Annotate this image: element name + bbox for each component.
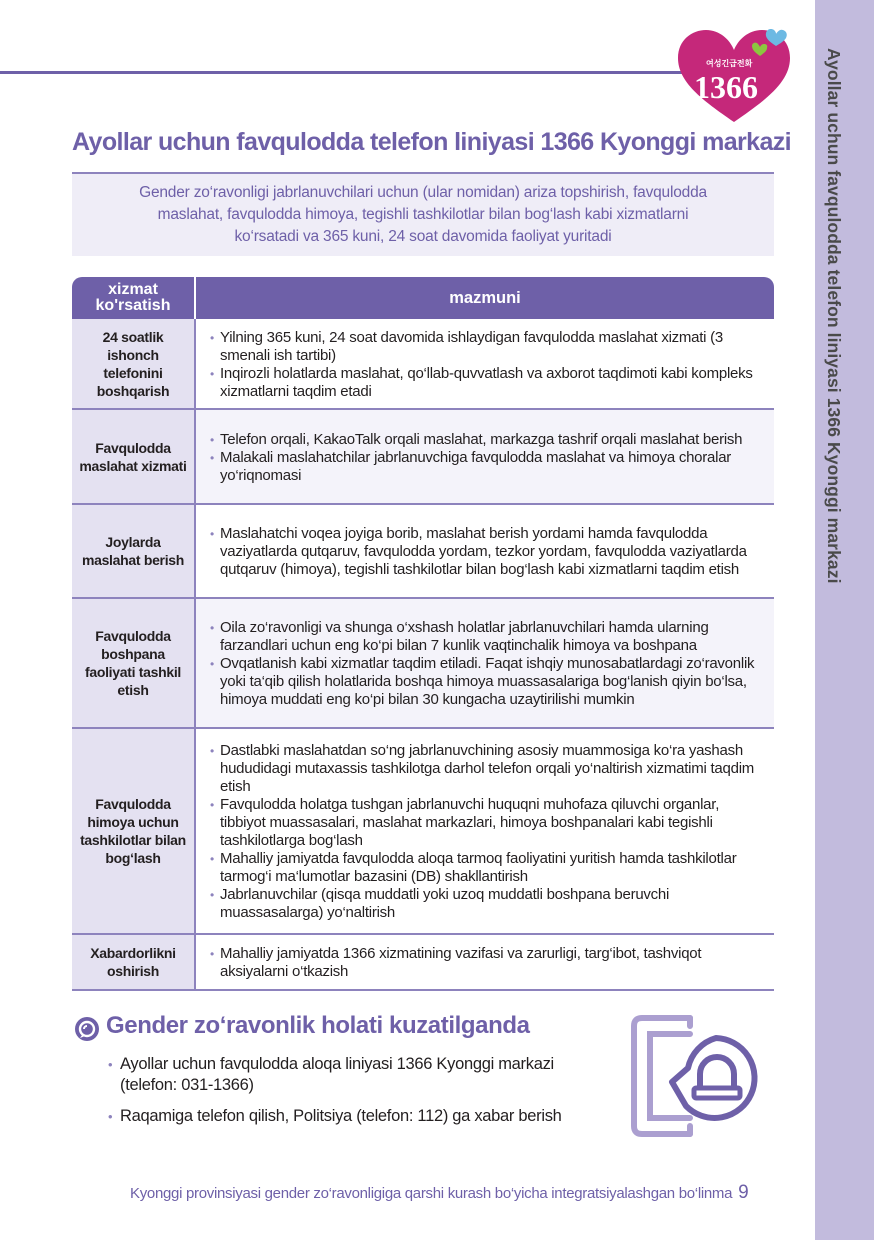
page-title: Ayollar uchun favqulodda telefon liniyasi 1366 Kyonggi markazi [72,128,792,156]
service-name: Favqulodda himoya uchun tashkilotlar bilan bog‘lash [72,728,195,934]
content-bullet: • Maslahatchi voqea joyiga borib, maslahat berish yordami hamda favqulodda vaziyatlarda qutqaruv, favqulodda yordam, tezkor yordam, favqulodda vaziyatlarda qutqaruv (himoya), tegishli tashkilotlar bilan bog‘lash kabi xizmatlarni taqdim etish [210,525,764,579]
services-table [72,277,774,991]
header-service [72,277,195,319]
phone-siren-icon [628,1010,772,1140]
top-rule [0,71,690,74]
logo-number: 1366 [694,69,758,105]
service-content [195,409,774,504]
content-bullet: • Favqulodda holatga tushgan jabrlanuvchi huquqni muhofaza qiluvchi organlar, tibbiyot muassasalari, maslahat markazlari, himoya boshpanalari kabi tegishli tashkilotlarga bog‘lash [210,796,764,850]
content-bullet: • Yilning 365 kuni, 24 soat davomida ishlaydigan favqulodda maslahat xizmati (3 smenali ish tartibi) [210,329,764,365]
table-row [72,409,774,504]
content-bullet: • Malakali maslahatchilar jabrlanuvchiga favqulodda maslahat va himoya choralar yo‘riqnomasi [210,449,764,485]
header-content: mazmuni [195,277,774,319]
header-service-line: ko'rsatish [95,297,171,314]
table-row [72,728,774,934]
content-bullet: • Inqirozli holatlarda maslahat, qo‘llab-quvvatlash va axborot taqdimoti kabi kompleks xizmatlarni taqdim etadi [210,365,764,401]
section-list [108,1054,578,1137]
content-bullet: • Ovqatlanish kabi xizmatlar taqdim etiladi. Faqat ishqiy munosabatlardagi zo‘ravonlik yoki ta‘qib qilish holatlarida boshqa himoya muassasalariga bog‘lanish qiyin bo‘lsa, himoya muddati eng ko‘pi bilan 30 kungacha uzaytirilishi mumkin [210,655,764,709]
page-number: 9 [738,1182,749,1203]
table-row [72,319,774,409]
service-content [195,319,774,409]
content-bullet: • Mahalliy jamiyatda 1366 xizmatining vazifasi va zarurligi, targ‘ibot, tashviqot aksiyalarni o‘tkazish [210,945,764,981]
section-list-item: • Raqamiga telefon qilish, Politsiya (telefon: 112) ga xabar berish [108,1106,578,1127]
service-content [195,598,774,728]
table-row [72,934,774,990]
content-bullet: • Mahalliy jamiyatda favqulodda aloqa tarmoq faoliyatini yuritish hamda tashkilotlar tarmog‘i ma‘lumotlar bazasini (DB) shakllantirish [210,850,764,886]
section-title: Gender zo‘ravonlik holati kuzatilganda [106,1012,530,1039]
table-header-row [72,277,774,319]
content-bullet: • Oila zo‘ravonligi va shunga o‘xshash holatlar jabrlanuvchilari hamda ularning farzandlari uchun eng ko‘pi bilan 7 kunlik vaqtinchalik himoya va boshpana [210,619,764,655]
service-name: 24 soatlik ishonch telefonini boshqarish [72,319,195,409]
content-bullet: • Dastlabki maslahatdan so‘ng jabrlanuvchining asosiy muammosiga ko‘ra yashash hududidagi mutaxassis tashkilotga darhol telefon orqali yo‘naltirish xizmatimi taqdim etish [210,742,764,796]
intro-line: Gender zo‘ravonligi jabrlanuvchilari uchun (ular nomidan) ariza topshirish, favqulodda [139,184,707,201]
footer-text: Kyonggi provinsiyasi gender zo‘ravonligiga qarshi kurash bo‘yicha integratsiyalashgan bo‘linma [130,1185,733,1202]
hotline-1366-logo [672,22,796,126]
content-bullet: • Jabrlanuvchilar (qisqa muddatli yoki uzoq muddatli boshpana beruvchi muassasalarga) yo‘naltirish [210,886,764,922]
service-name: Favqulodda boshpana faoliyati tashkil etish [72,598,195,728]
service-content [195,934,774,990]
intro-box [72,172,774,256]
header-service-line: xizmat [108,281,158,298]
side-tab-title: Ayollar uchun favqulodda telefon liniyasi 1366 Kyonggi markazi [824,48,844,584]
section-list-item: • Ayollar uchun favqulodda aloqa liniyasi 1366 Kyonggi markazi (telefon: 031-1366) [108,1054,578,1096]
service-content [195,504,774,598]
page-footer [130,1182,748,1204]
chat-bubble-icon [74,1016,100,1042]
intro-line: maslahat, favqulodda himoya, tegishli tashkilotlar bilan bog‘lash kabi xizmatlarni [157,206,689,223]
content-bullet: • Telefon orqali, KakaoTalk orqali maslahat, markazga tashrif orqali maslahat berish [210,431,764,449]
logo-korean-label: 여성긴급전화 [706,59,753,68]
table-row [72,504,774,598]
service-name: Joylarda maslahat berish [72,504,195,598]
service-name: Favqulodda maslahat xizmati [72,409,195,504]
table-row [72,598,774,728]
service-name: Xabardorlikni oshirish [72,934,195,990]
service-content [195,728,774,934]
intro-line: ko‘rsatadi va 365 kuni, 24 soat davomida faoliyat yuritadi [234,228,612,245]
